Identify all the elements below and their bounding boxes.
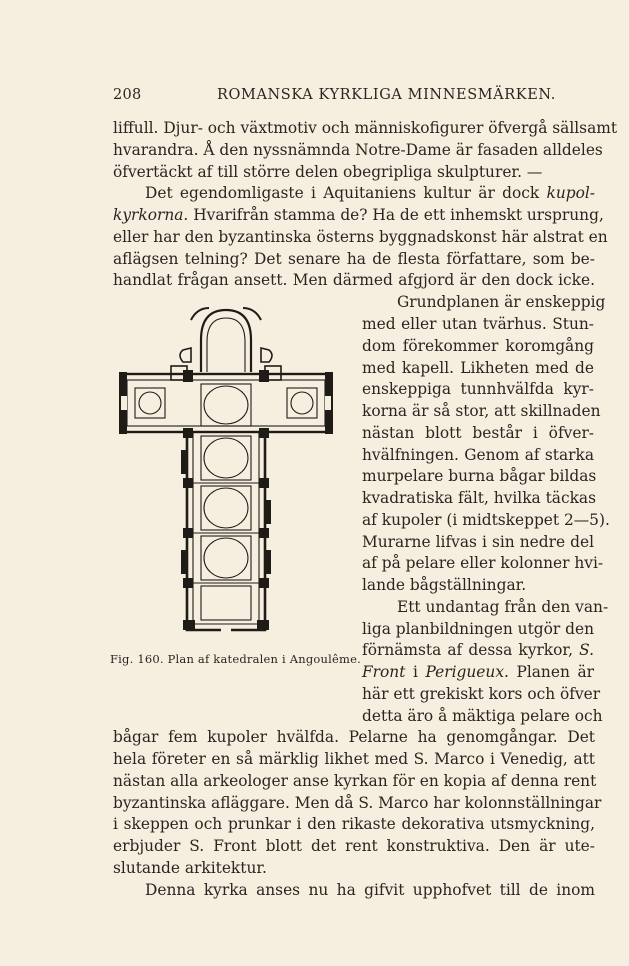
text-line: slutande arkitektur. [113, 859, 267, 877]
text-line: liga planbildningen utgör den [362, 620, 595, 638]
text-line: öfvertäckt af till större delen obegripliga skulpturer. — [113, 163, 543, 181]
text-line: här ett grekiskt kors och öfver [362, 685, 601, 703]
text-line: erbjuder S. Front blott det rent konstruktiva. Den är ute- [113, 837, 595, 855]
figure-caption: Fig. 160. Plan af katedralen i Angoulême. [110, 652, 361, 666]
text-line: handlat frågan ansett. Men därmed afgjord är den dock icke. [113, 271, 595, 289]
text-line: liffull. Djur- och växtmotiv och människofigurer öfvergå sällsamt [113, 119, 618, 137]
text-line: Ett undantag från den van- [397, 598, 609, 616]
text-line: eller har den byzantinska österns byggnadskonst här alstrat en [113, 228, 608, 246]
text-line: med eller utan tvärhus. Stun- [362, 315, 594, 333]
text-line: förnämsta af dessa kyrkor, S. [362, 641, 594, 659]
text-line: byzantinska afläggare. Men då S. Marco har kolonnställningar [113, 794, 602, 812]
text-line: murpelare burna bågar bildas [362, 467, 597, 485]
text-line: af kupoler (i midtskeppet 2—5). [362, 511, 610, 529]
text-line: med kapell. Likheten med de [362, 359, 594, 377]
text-line: Front i Perigueux. Planen är [362, 663, 594, 681]
text-line: korna är så stor, att skillnaden [362, 402, 601, 420]
text-line: Det egendomligaste i Aquitaniens kultur är dock kupol- [145, 184, 595, 202]
text-line: af på pelare eller kolonner hvi- [362, 554, 604, 572]
text-line: Murarne lifvas i sin nedre del [362, 533, 594, 551]
text-line: hvarandra. Å den nyssnämnda Notre-Dame är fasaden alldeles [113, 141, 603, 159]
text-line: enskeppiga tunnhvälfda kyr- [362, 380, 594, 398]
text-line: dom förekommer koromgång [362, 337, 594, 355]
page-number: 208 [113, 87, 142, 103]
text-line: Denna kyrka anses nu ha gifvit upphofvet till de inom [145, 881, 595, 899]
text-line: i skeppen och prunkar i den rikaste dekorativa utsmyckning, [113, 815, 595, 833]
text-line: aflägsen telning? Det senare ha de flesta författare, som be- [113, 250, 595, 268]
cathedral-plan-figure [117, 300, 335, 642]
text-line: lande bågställningar. [362, 576, 527, 594]
text-line: kvadratiska fält, hvilka täckas [362, 489, 596, 507]
text-line: detta äro å mäktiga pelare och [362, 707, 603, 725]
text-line: hela företer en så märklig likhet med S. Marco i Venedig, att [113, 750, 595, 768]
text-line: nästan alla arkeologer anse kyrkan för en kopia af denna rent [113, 772, 597, 790]
text-line: bågar fem kupoler hvälfda. Pelarne ha genomgångar. Det [113, 728, 595, 746]
text-line: Grundplanen är enskeppig [397, 293, 606, 311]
text-line: kyrkorna. Hvarifrån stamma de? Ha de ett inhemskt ursprung, [113, 206, 604, 224]
running-title: ROMANSKA KYRKLIGA MINNESMÄRKEN. [217, 87, 556, 103]
text-line: hvälfningen. Genom af starka [362, 446, 594, 464]
text-line: nästan blott består i öfver- [362, 424, 594, 442]
